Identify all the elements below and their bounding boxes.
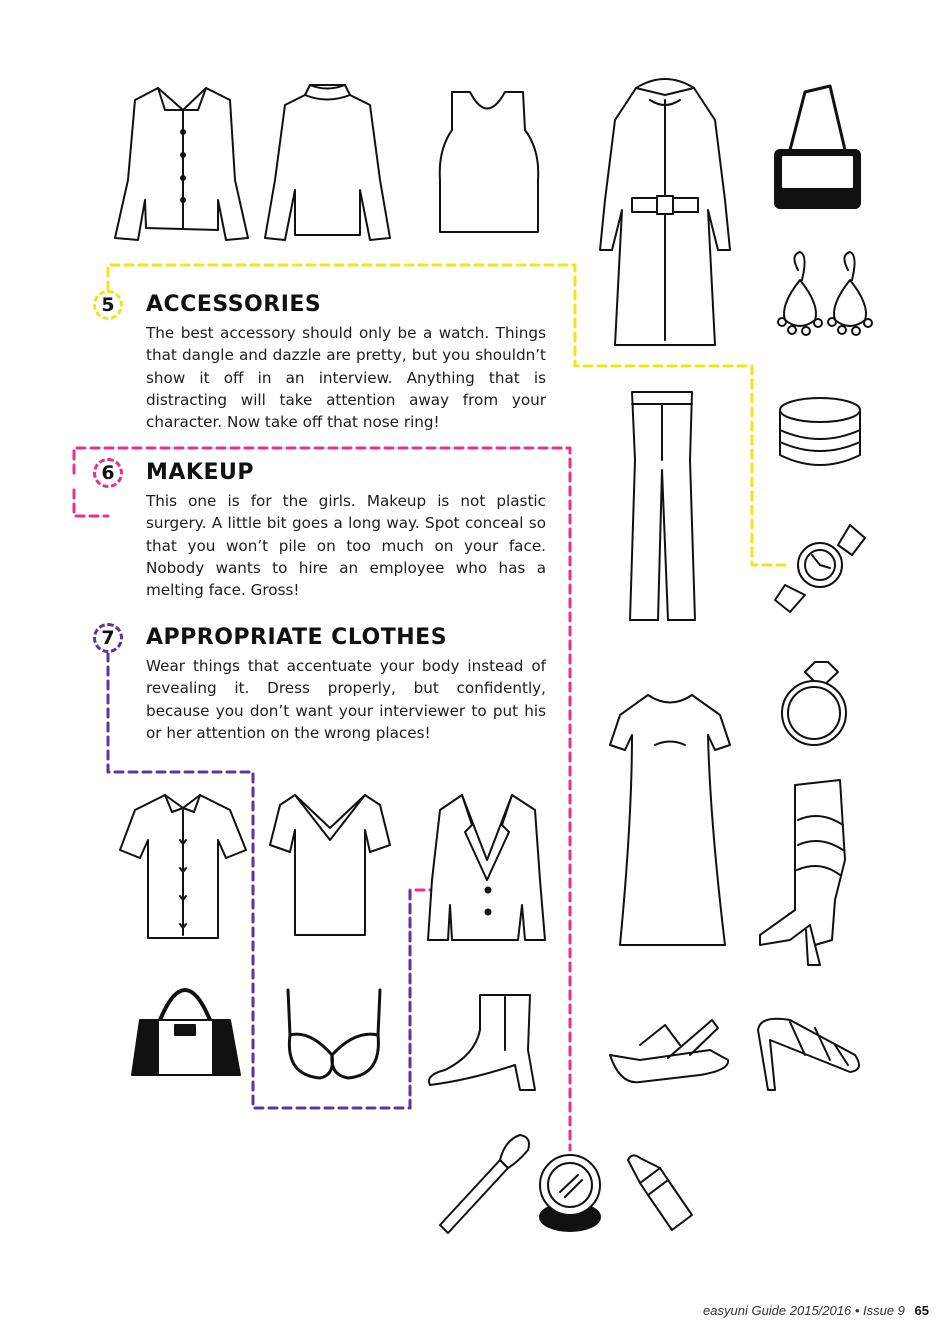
section-6-number-badge bbox=[93, 458, 123, 488]
page-number: 65 bbox=[914, 1303, 929, 1318]
publication-name: easyuni Guide 2015/2016 • Issue 9 bbox=[703, 1303, 905, 1318]
ankle-boot-icon bbox=[429, 995, 535, 1090]
blazer-icon bbox=[428, 795, 545, 940]
ring-icon bbox=[782, 662, 846, 745]
makeup-brush-icon bbox=[440, 1135, 529, 1233]
makeup-heading: MAKEUP bbox=[146, 460, 254, 485]
section-7-number: 7 bbox=[101, 627, 115, 649]
compact-mirror-icon bbox=[540, 1155, 600, 1231]
section-7-number-badge bbox=[93, 623, 123, 653]
earrings-icon bbox=[778, 252, 872, 335]
accessories-heading: ACCESSORIES bbox=[146, 292, 322, 317]
makeup-body: This one is for the girls. Makeup is not plastic surgery. A little bit goes a long way. Spot conceal so that you won’t pile on too much on your face. Nobody wants to hire an employee who has a melting face. Gross! bbox=[146, 492, 546, 600]
short-sleeve-shirt-icon bbox=[120, 795, 246, 938]
section-6-number: 6 bbox=[101, 462, 115, 484]
section-5-number: 5 bbox=[101, 294, 115, 316]
maxi-dress-icon bbox=[610, 695, 730, 945]
blouse-icon bbox=[115, 88, 248, 240]
appropriate-clothes-section bbox=[146, 625, 546, 744]
handbag-icon bbox=[775, 86, 860, 208]
section-5-number-badge bbox=[93, 290, 123, 320]
trench-coat-icon bbox=[600, 79, 730, 345]
tank-top-icon bbox=[440, 92, 538, 232]
heeled-sandal-icon bbox=[758, 1019, 859, 1090]
page-footer bbox=[703, 1303, 929, 1318]
lipstick-icon bbox=[628, 1155, 692, 1230]
appropriate-clothes-heading: APPROPRIATE CLOTHES bbox=[146, 625, 448, 650]
accessories-body: The best accessory should only be a watch. Things that dangle and dazzle are pretty, but you shouldn’t show it off in an interview. Anything that is distracting will take attention away from your character. Now take off that nose ring! bbox=[146, 324, 546, 432]
accessories-section bbox=[146, 292, 546, 433]
boot-icon bbox=[760, 780, 845, 965]
bracelet-icon bbox=[780, 398, 860, 465]
bra-icon bbox=[288, 990, 380, 1078]
turtleneck-icon bbox=[265, 85, 390, 240]
trousers-icon bbox=[630, 392, 695, 620]
v-neck-tee-icon bbox=[270, 795, 390, 935]
wristwatch-icon bbox=[775, 525, 865, 612]
appropriate-clothes-body: Wear things that accentuate your body instead of revealing it. Dress properly, but confidently, because you don’t want your interviewer to put his or her attention on the wrong places! bbox=[146, 657, 546, 742]
wedge-sandal-icon bbox=[610, 1020, 728, 1082]
makeup-section bbox=[146, 460, 546, 601]
duffel-bag-icon bbox=[132, 990, 240, 1075]
